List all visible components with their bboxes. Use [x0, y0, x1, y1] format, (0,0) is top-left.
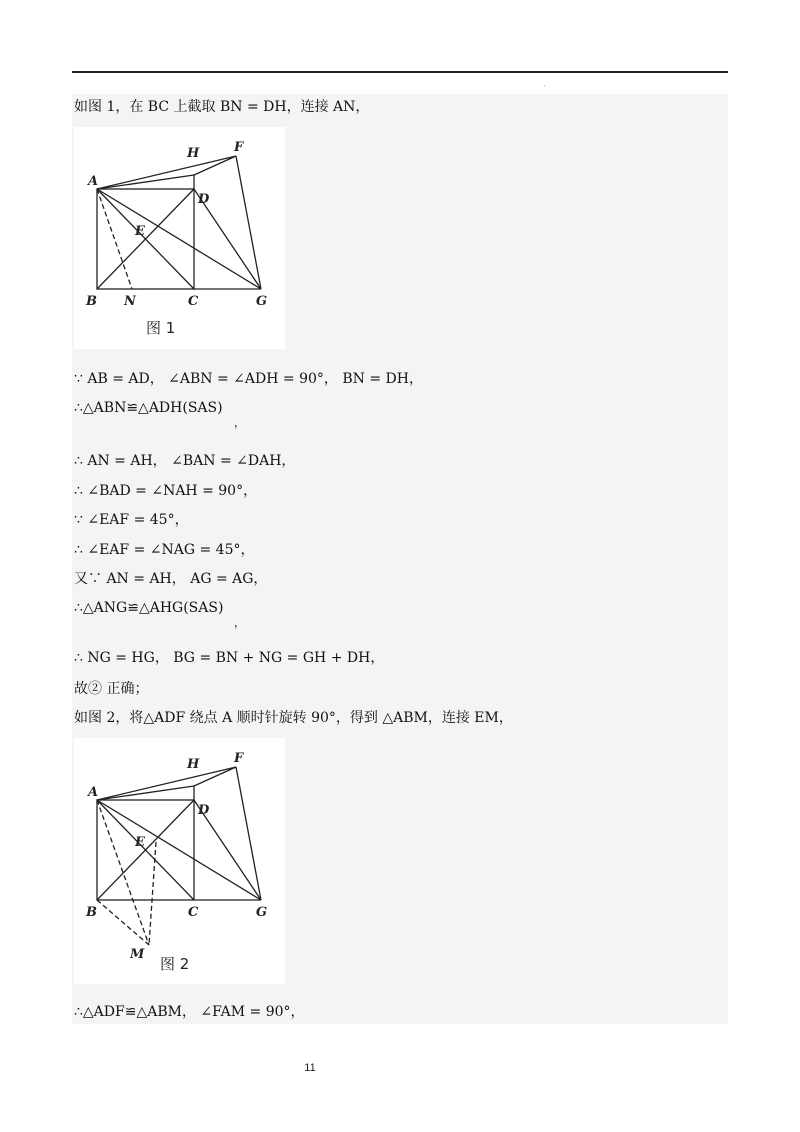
text-line-2: ∵ AB = AD， ∠ABN = ∠ADH = 90°， BN = DH，: [74, 371, 423, 387]
text-line-1: 如图 1，在 BC 上截取 BN = DH，连接 AN，: [74, 99, 370, 115]
fig1-label-B: B: [86, 294, 97, 309]
header-rule: [72, 71, 728, 73]
fig1-label-E: E: [135, 224, 145, 239]
fig2-label-H: H: [187, 757, 200, 772]
figure-2: [74, 738, 285, 984]
text-line-4: ∴ AN = AH， ∠BAN = ∠DAH，: [74, 453, 296, 469]
fig1-line-AFH: [97, 156, 236, 189]
text-line-10: ∴ NG = HG， BG = BN + NG = GH + DH，: [74, 650, 385, 666]
text-line-12: 如图 2，将△ADF 绕点 A 顺时针旋转 90°，得到 △ABM，连接 EM，: [74, 710, 513, 726]
stray-comma-1: ，: [234, 416, 245, 429]
fig2-label-G: G: [256, 905, 268, 920]
fig2-label-M: M: [130, 947, 145, 962]
fig1-label-C: C: [188, 294, 199, 309]
text-line-11: 故② 正确；: [74, 681, 149, 697]
fig1-label-D: D: [198, 192, 210, 207]
text-line-5: ∴ ∠BAD = ∠NAH = 90°，: [74, 483, 258, 499]
fig2-label-B: B: [86, 905, 97, 920]
fig1-label-H: H: [187, 146, 200, 161]
fig2-label-D: D: [198, 803, 210, 818]
fig1-label-G: G: [256, 294, 268, 309]
text-line-8: 又∵ AN = AH， AG = AG，: [74, 571, 268, 587]
fig1-label-F: F: [234, 140, 244, 155]
page-number: 11: [304, 1062, 316, 1074]
text-line-6: ∵ ∠EAF = 45°，: [74, 512, 189, 528]
figure-1: [74, 127, 285, 349]
fig2-label-C: C: [188, 905, 199, 920]
fig2-label-A: A: [88, 785, 99, 800]
fig2-label-F: F: [234, 751, 244, 766]
figure-1-diagram: [74, 127, 285, 349]
figure-2-diagram: [74, 738, 285, 984]
fig1-label-A: A: [88, 174, 99, 189]
text-line-13: ∴△ADF≌△ABM， ∠FAM = 90°，: [74, 1004, 305, 1020]
header-dot: ·: [543, 82, 546, 91]
fig2-caption: 图 2: [160, 955, 190, 973]
text-line-9: ∴△ANG≌△AHG(SAS): [74, 600, 224, 616]
text-line-3: ∴△ABN≌△ADH(SAS): [74, 400, 223, 416]
text-line-7: ∴ ∠EAF = ∠NAG = 45°，: [74, 542, 255, 558]
fig1-label-N: N: [124, 294, 136, 309]
fig1-caption: 图 1: [146, 319, 176, 337]
fig2-label-E: E: [135, 835, 145, 850]
stray-comma-2: ，: [234, 616, 245, 629]
